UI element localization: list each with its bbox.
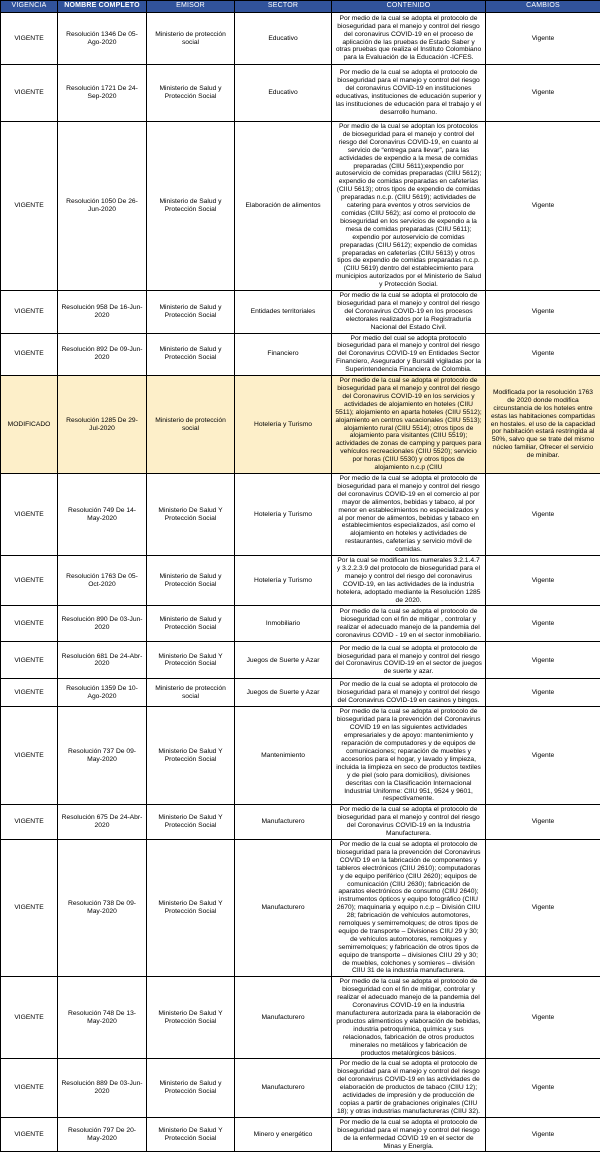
nombre-completo-cell: Resolución 1721 De 24-Sep-2020 <box>58 65 147 122</box>
vigencia-cell: VIGENTE <box>1 977 58 1059</box>
emisor-cell: Ministerio De Salud Y Protección Social <box>147 805 235 840</box>
vigencia-cell: VIGENTE <box>1 805 58 840</box>
nombre-completo-cell: Resolución 1346 De 05-Ago-2020 <box>58 13 147 65</box>
emisor-cell: Ministerio de Salud y Protección Social <box>147 556 235 606</box>
sector-cell: Manufacturero <box>235 805 332 840</box>
vigencia-cell: VIGENTE <box>1 556 58 606</box>
table-body <box>1 13 600 1152</box>
nombre-completo-cell: Resolución 738 De 09-May-2020 <box>58 839 147 976</box>
table-row <box>1 839 600 976</box>
cambios-cell: Vigente <box>486 13 600 65</box>
table-row <box>1 65 600 122</box>
contenido-cell: Por medio de la cual se adopta el protocolo de bioseguridad para la prevención del Coronavirus COVID 19 en la fabricación de componentes y tableros electrónicos (CIIU 2610); computadoras y de equipo periférico (CIIU 2620); equipos de comunicación (CIIU 2630); fabricación de aparatos electrónicos de consumo (CIIU 2640); instrumentos ópticos y equipo fotográfico (CIIU 2670); maquinaria y equipo n.c.p – División CIIU 28; fabricación de vehículos automotores, remolques y semirremolques; de otros tipos de equipo de transporte – Divisiones CIIU 29 y 30; de vehículos automotores, remolques y semirremolques; y fabricación de otros tipos de equipo de transporte – divisiones CIIU 29 y 30; de muebles, colchones y somieres – división CIIU 31 de la industria manufacturera. <box>332 839 486 976</box>
contenido-cell: Por medio de la cual se adopta el protocolo de bioseguridad para el manejo y control del riesgo del Coronavirus COVID-19 en la Industria Manufacturera. <box>332 805 486 840</box>
table-row <box>1 1059 600 1117</box>
cambios-cell: Vigente <box>486 707 600 805</box>
cambios-cell: Vigente <box>486 556 600 606</box>
contenido-cell: Por medio de la cual se adopta el protocolo de bioseguridad para el manejo y control del riesgo del coronavirus COVID-19 en el comercio al por mayor de alimentos, bebidas y tabaco, al por menor en establecimientos no especializados y al por menor de alimentos, bebidas y tabaco en establecimientos especializados, así como el alojamiento en hoteles y actividades de restaurantes, cafeterías y servicio móvil de comidas. <box>332 473 486 555</box>
contenido-cell: Por medio del cual se adopta protocolo bioseguridad para el manejo y control del riesgo del Coronavirus COVID-19 en Entidades Sector Financiero, Asegurador y Bursátil vigiladas por la Superintendencia Financiera de Colombia. <box>332 333 486 376</box>
sector-cell: Hotelería y Turismo <box>235 376 332 474</box>
sector-cell: Educativo <box>235 13 332 65</box>
emisor-cell: Ministerio de Salud y Protección Social <box>147 122 235 291</box>
emisor-cell: Ministerio de Salud y Protección Social <box>147 1059 235 1117</box>
table-row <box>1 805 600 840</box>
nombre-completo-cell: Resolución 797 De 20-May-2020 <box>58 1117 147 1152</box>
cambios-cell: Vigente <box>486 473 600 555</box>
cambios-cell: Modificada por la resolución 1763 de 2020 donde modifica circunstancia de los hoteles entre estas las habitaciones compartidas en hostales. el uso de la capacidad por habitación estará restringida al 50%, salvo que se trate del mismo núcleo familiar, Ofrecer el servicio de minibar. <box>486 376 600 474</box>
emisor-cell: Ministerio De Salud Y Protección Social <box>147 642 235 679</box>
sector-cell: Manufacturero <box>235 977 332 1059</box>
contenido-cell: Por medio de la cual se adopta el protocolo de bioseguridad para el manejo y control del riesgo del coronavirus COVID-19 en el proceso de aplicación de las pruebas de Estado Saber y otras pruebas que realiza el Instituto Colombiano para la Evaluación de la Educación -ICFES. <box>332 13 486 65</box>
vigencia-cell: VIGENTE <box>1 679 58 707</box>
emisor-cell: Ministerio De Salud Y Protección Social <box>147 977 235 1059</box>
table-row <box>1 679 600 707</box>
sector-cell: Mantenimiento <box>235 707 332 805</box>
vigencia-cell: VIGENTE <box>1 606 58 642</box>
table-row <box>1 473 600 555</box>
contenido-cell: Por la cual se modifican los numerales 3.2.1.4.7 y 3.2.2.3.9 del protocolo de bioseguridad para el manejo y control del riesgo del coronavirus COVID-19, en las actividades de la industria hotelera, adoptado mediante la Resolución 1285 de 2020. <box>332 556 486 606</box>
nombre-completo-cell: Resolución 890 De 03-Jun-2020 <box>58 606 147 642</box>
nombre-completo-cell: Resolución 892 De 09-Jun-2020 <box>58 333 147 376</box>
contenido-cell: Por medio de la cual se adopta el protocolo de bioseguridad para el manejo y control del riesgo de la enfermedad COVID 19 en el sector de Minas y Energía. <box>332 1117 486 1152</box>
table-row <box>1 556 600 606</box>
nombre-completo-cell: Resolución 1050 De 26-Jun-2020 <box>58 122 147 291</box>
header-row <box>1 1 600 13</box>
emisor-cell: Ministerio de Salud y Protección Social <box>147 65 235 122</box>
sector-cell: Financiero <box>235 333 332 376</box>
vigencia-cell: VIGENTE <box>1 13 58 65</box>
cambios-cell: Vigente <box>486 679 600 707</box>
nombre-completo-cell: Resolución 1359 De 10-Ago-2020 <box>58 679 147 707</box>
nombre-completo-cell: Resolución 681 De 24-Abr-2020 <box>58 642 147 679</box>
vigencia-cell: VIGENTE <box>1 707 58 805</box>
vigencia-cell: VIGENTE <box>1 122 58 291</box>
sector-cell: Minero y energético <box>235 1117 332 1152</box>
contenido-cell: Por medio de la cual se adopta el protocolo de bioseguridad para el manejo y control del riesgo del Coronavirus COVID-19 en casinos y bingos. <box>332 679 486 707</box>
emisor-cell: Ministerio de Salud y Protección Social <box>147 291 235 334</box>
sector-cell: Educativo <box>235 65 332 122</box>
emisor-cell: Ministerio de Salud y Protección Social <box>147 606 235 642</box>
contenido-cell: Por medio de la cual se adopta el protocolo de bioseguridad con el fin de mitigar, controlar y realizar el adecuado manejo de la pandemia del Coronavirus COVID-19 en la industria manufacturera autorizada para la elaboración de productos alimenticios y elaboración de bebidas, industria petroquímica, química y sus relacionados, fabricación de otros productos minerales no metálicos y fabricación de productos metalúrgicos básicos. <box>332 977 486 1059</box>
sector-cell: Elaboración de alimentos <box>235 122 332 291</box>
header-contenido: CONTENIDO <box>332 1 486 13</box>
cambios-cell: Vigente <box>486 839 600 976</box>
nombre-completo-cell: Resolución 749 De 14-May-2020 <box>58 473 147 555</box>
contenido-cell: Por medio de la cual se adopta el protocolo de bioseguridad para el manejo y control del riesgo del coronavirus COVID-19 en instituciones educativas, instituciones de educación superior y las instituciones de educación para el trabajo y el desarrollo humano. <box>332 65 486 122</box>
header-emisor: EMISOR <box>147 1 235 13</box>
emisor-cell: Ministerio de protección social <box>147 679 235 707</box>
nombre-completo-cell: Resolución 958 De 16-Jun-2020 <box>58 291 147 334</box>
nombre-completo-cell: Resolución 748 De 13-May-2020 <box>58 977 147 1059</box>
nombre-completo-cell: Resolución 1763 De 05-Oct-2020 <box>58 556 147 606</box>
vigencia-cell: VIGENTE <box>1 333 58 376</box>
nombre-completo-cell: Resolución 737 De 09-May-2020 <box>58 707 147 805</box>
header-nombre-completo: NOMBRE COMPLETO <box>58 1 147 13</box>
contenido-cell: Por medio de la cual se adopta el protocolo de bioseguridad para la prevención del Coronavirus COVID 19 en las siguientes actividades empresariales y de apoyo: mantenimiento y reparación de computadores y de equipos de comunicaciones; reparación de muebles y accesorios para el hogar, y lavado y limpieza, incluida la limpieza en seco de productos textiles y de piel (solo para domicilios), divisiones descritas con la Clasificación Internacional Industrial Uniforme: CIIU 951, 9524 y 9601, respectivamente. <box>332 707 486 805</box>
contenido-cell: Por medio de la cual se adopta el protocolo de bioseguridad para el manejo y control del riesgo del Coronavirus COVID-19 en el sector de juegos de suerte y azar. <box>332 642 486 679</box>
sector-cell: Manufacturero <box>235 1059 332 1117</box>
cambios-cell: Vigente <box>486 291 600 334</box>
table-row <box>1 642 600 679</box>
nombre-completo-cell: Resolución 1285 De 29-Jul-2020 <box>58 376 147 474</box>
vigencia-cell: MODIFICADO <box>1 376 58 474</box>
cambios-cell: Vigente <box>486 1117 600 1152</box>
table-row <box>1 333 600 376</box>
cambios-cell: Vigente <box>486 1059 600 1117</box>
cambios-cell: Vigente <box>486 333 600 376</box>
contenido-cell: Por medio de la cual se adopta el protocolo de bioseguridad para el manejo y control del riesgo del Coronavirus COVID-19 en los servicios y actividades de alojamiento en hoteles (CIIU 5511); alojamiento en aparta hoteles (CIIU 5512); alojamiento en centros vacacionales (CIIU 5513); alojamiento rural (CIIU 5514); otros tipos de alojamiento para visitantes (CIIU 5519); actividades de zonas de camping y parques para vehículos recreacionales (CIIU 5520); servicio por horas (CIIU 5530) y otros tipos de alojamiento n.c.p (CIIU <box>332 376 486 474</box>
emisor-cell: Ministerio De Salud Y Protección Social <box>147 473 235 555</box>
contenido-cell: Por medio de la cual se adopta el protocolo de bioseguridad con el fin de mitigar , controlar y realizar el adecuado manejo de la pandemia del coronavirus COVID - 19 en el sector inmobiliario. <box>332 606 486 642</box>
table-row <box>1 1117 600 1152</box>
cambios-cell: Vigente <box>486 65 600 122</box>
contenido-cell: Por medio de la cual se adopta el protocolo de bioseguridad para el manejo y control del riesgo del coronavirus COVID-19 en las actividades de elaboración de productos de tabaco (CIIU 12); actividades de impresión y de producción de copias a partir de grabaciones originales (CIIU 18); y otras industrias manufactureras (CIIU 32). <box>332 1059 486 1117</box>
cambios-cell: Vigente <box>486 805 600 840</box>
sector-cell: Juegos de Suerte y Azar <box>235 679 332 707</box>
vigencia-cell: VIGENTE <box>1 291 58 334</box>
nombre-completo-cell: Resolución 889 De 03-Jun-2020 <box>58 1059 147 1117</box>
table-row <box>1 977 600 1059</box>
contenido-cell: Por medio de la cual se adopta el protocolo de bioseguridad para el manejo y control del riesgo del Coronavirus COVID-19 en los procesos electorales realizados por la Registraduría Nacional del Estado Civil. <box>332 291 486 334</box>
cambios-cell: Vigente <box>486 642 600 679</box>
vigencia-cell: VIGENTE <box>1 65 58 122</box>
table-row <box>1 291 600 334</box>
contenido-cell: Por medio de la cual se adoptan los protocolos de bioseguridad para el manejo y control del riesgo del Coronavirus COVID-19, en cuanto al servicio de “entrega para llevar”, para las actividades de expendio a la mesa de comidas preparadas (CIIU 5611);expendio por autoservicio de comidas preparadas (CIIU 5612); expendio de comidas preparadas en cafeterías (CIIU 5613); otros tipos de expendio de comidas preparadas n.c.p. (CIIU 5619); actividades de catering para eventos y otros servicios de comidas (CIIU 562); así como el protocolo de bioseguridad en los servicios de expendio a la mesa de comidas preparadas (CIIU 5611); expendio por autoservicio de comidas preparadas (CIIU 5612); expendio de comidas preparadas en cafeterías (CIIU 5613) y otros tipos de expendio de comidas preparadas n.c.p. (CIIU 5619) dentro del establecimiento para municipios autorizados por el Ministerio de Salud y Protección Social. <box>332 122 486 291</box>
sector-cell: Juegos de Suerte y Azar <box>235 642 332 679</box>
emisor-cell: Ministerio de Salud y Protección Social <box>147 333 235 376</box>
emisor-cell: Ministerio De Salud Y Protección Social <box>147 707 235 805</box>
vigencia-cell: VIGENTE <box>1 473 58 555</box>
header-vigencia: VIGENCIA <box>1 1 58 13</box>
sector-cell: Manufacturero <box>235 839 332 976</box>
emisor-cell: Ministerio De Salud Y Protección Social <box>147 1117 235 1152</box>
table-row <box>1 13 600 65</box>
nombre-completo-cell: Resolución 675 De 24-Abr-2020 <box>58 805 147 840</box>
vigencia-cell: VIGENTE <box>1 1117 58 1152</box>
header-cambios: CAMBIOS <box>486 1 600 13</box>
cambios-cell: Vigente <box>486 122 600 291</box>
emisor-cell: Ministerio de protección social <box>147 13 235 65</box>
vigencia-cell: VIGENTE <box>1 1059 58 1117</box>
table-row <box>1 376 600 474</box>
sector-cell: Hotelería y Turismo <box>235 473 332 555</box>
table-row <box>1 122 600 291</box>
cambios-cell: Vigente <box>486 606 600 642</box>
header-sector: SECTOR <box>235 1 332 13</box>
sector-cell: Inmobiliario <box>235 606 332 642</box>
vigencia-cell: VIGENTE <box>1 642 58 679</box>
table-row <box>1 707 600 805</box>
sector-cell: Hotelería y Turismo <box>235 556 332 606</box>
cambios-cell: Vigente <box>486 977 600 1059</box>
vigencia-cell: VIGENTE <box>1 839 58 976</box>
table-row <box>1 606 600 642</box>
emisor-cell: Ministerio de protección social <box>147 376 235 474</box>
emisor-cell: Ministerio De Salud Y Protección Social <box>147 839 235 976</box>
sector-cell: Entidades territoriales <box>235 291 332 334</box>
